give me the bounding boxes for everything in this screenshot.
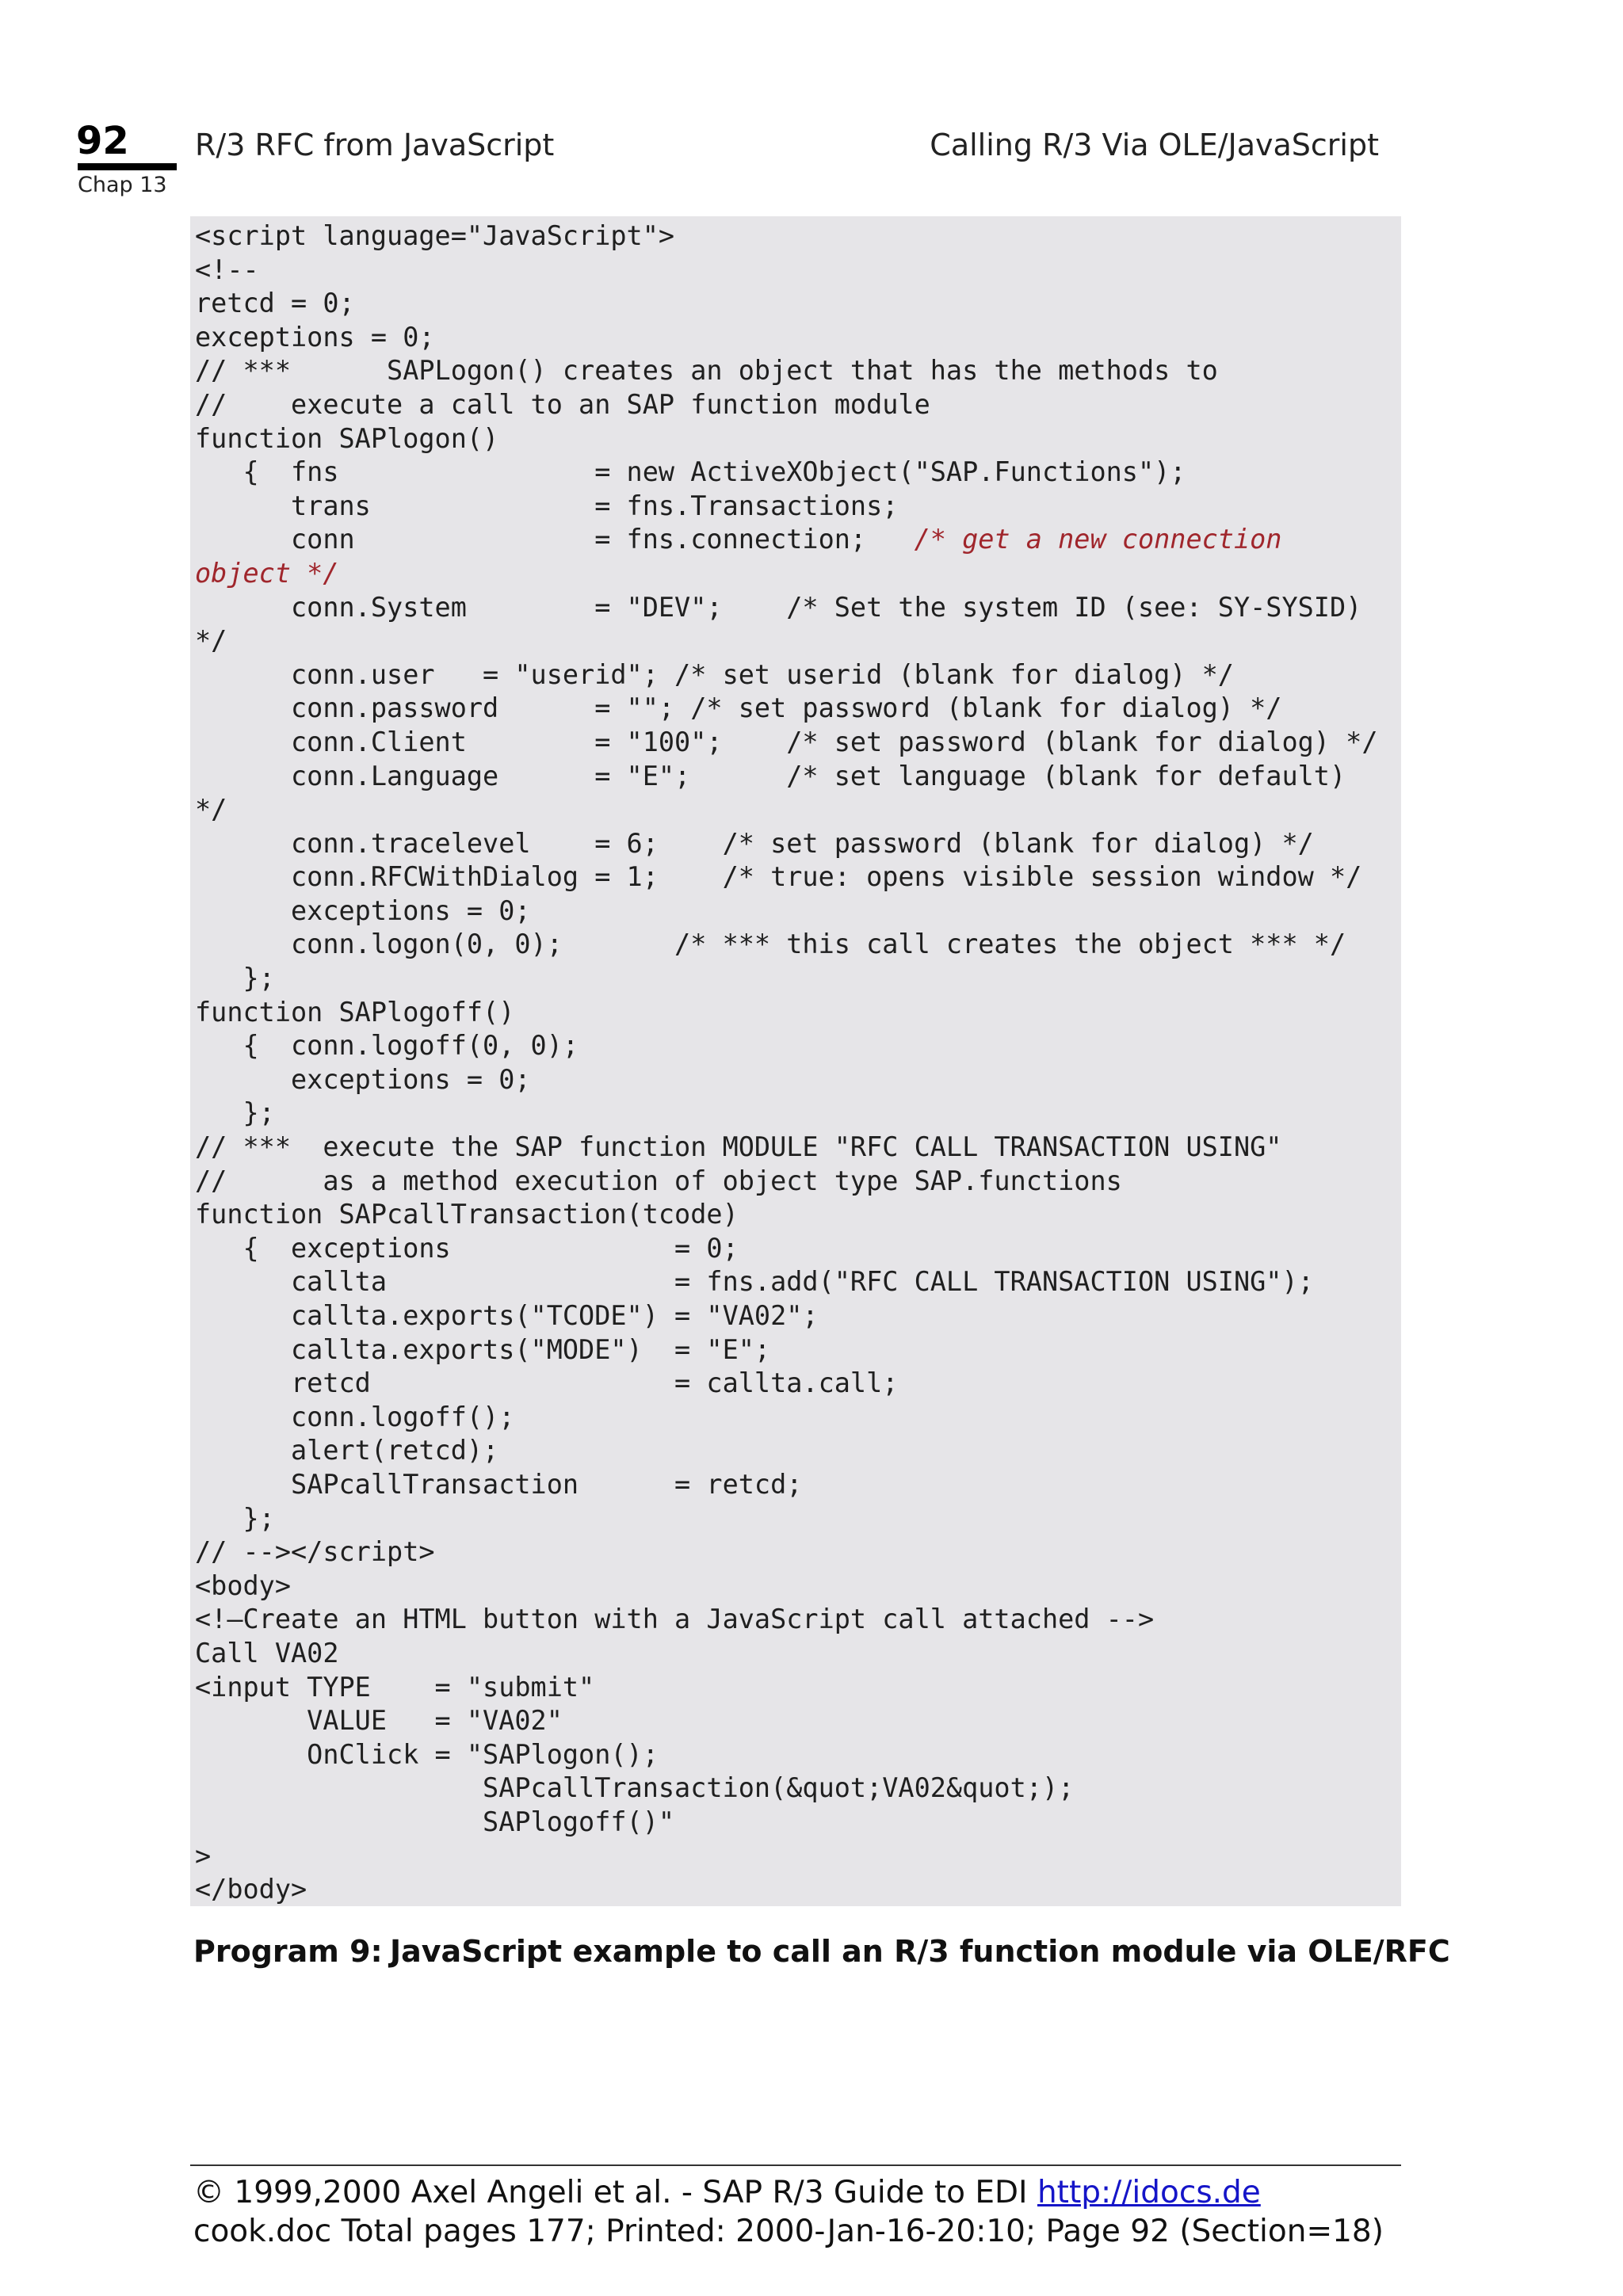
footer-copyright-line [193,2174,1261,2212]
code-line: conn.Language = "E"; /* set language (blank for default) [195,760,1346,791]
code-line: }; [195,963,275,994]
code-line: callta.exports("MODE") = "E"; [195,1333,771,1365]
code-listing [190,216,1401,1906]
code-line: Call VA02 [195,1637,339,1669]
code-line: callta.exports("TCODE") = "VA02"; [195,1300,819,1331]
code-line: callta = fns.add("RFC CALL TRANSACTION USING"); [195,1266,1314,1298]
code-line: */ [195,794,227,826]
running-header-left: R/3 RFC from JavaScript [195,128,555,162]
code-line: // as a method execution of object type SAP.functions [195,1165,1122,1196]
code-line: alert(retcd); [195,1435,499,1466]
code-comment: /* get a new connection [914,524,1282,555]
code-line: conn.user = "userid"; /* set userid (blank for dialog) */ [195,658,1234,690]
program-caption [193,1933,1450,1970]
code-line: SAPcallTransaction(&quot;VA02&quot;); [195,1772,1075,1804]
code-line: conn.tracelevel = 6; /* set password (blank for dialog) */ [195,827,1314,859]
code-line: // --></script> [195,1536,435,1568]
code-line: exceptions = 0; [195,894,531,926]
code-line: function SAPcallTransaction(tcode) [195,1199,739,1230]
code-line: // *** execute the SAP function MODULE "RFC CALL TRANSACTION USING" [195,1131,1282,1163]
code-line: retcd = 0; [195,288,355,319]
code-line: <input TYPE = "submit" [195,1671,595,1703]
caption-text: JavaScript example to call an R/3 function module via OLE/RFC [390,1934,1450,1969]
code-line: <script language="JavaScript"> [195,220,675,251]
code-line: SAPcallTransaction = retcd; [195,1468,803,1500]
code-line: > [195,1840,212,1871]
code-line: { exceptions = 0; [195,1232,739,1264]
page-number: 92 [76,119,129,163]
code-line: VALUE = "VA02" [195,1705,563,1737]
code-line: }; [195,1097,275,1129]
code-line: // *** SAPLogon() creates an object that has the methods to [195,355,1218,387]
code-comment: object */ [195,557,339,589]
code-line: // execute a call to an SAP function module [195,388,930,420]
code-line: <!—Create an HTML button with a JavaScript call attached --> [195,1604,1155,1635]
code-line: exceptions = 0; [195,1063,531,1095]
code-line: conn.System = "DEV"; /* Set the system ID (see: SY-SYSID) [195,591,1362,623]
caption-label: Program 9: [193,1934,383,1969]
code-line: OnClick = "SAPlogon(); [195,1738,659,1770]
footer-print-info: cook.doc Total pages 177; Printed: 2000-Jan-16-20:10; Page 92 (Section=18) [193,2214,1384,2249]
footer-rule [190,2164,1401,2166]
code-line: </body> [195,1874,307,1905]
code-line: conn.Client = "100"; /* set password (blank for dialog) */ [195,726,1378,757]
code-line: <body> [195,1569,292,1601]
footer-website-link[interactable]: http://idocs.de [1037,2175,1261,2210]
chapter-label: Chap 13 [78,173,167,197]
code-line: function SAPlogoff() [195,996,515,1028]
code-line: { fns = new ActiveXObject("SAP.Functions"); [195,456,1186,488]
code-line: */ [195,625,227,657]
footer-copyright: © 1999,2000 Axel Angeli et al. - SAP R/3 Guide to EDI [193,2175,1037,2210]
running-header-right: Calling R/3 Via OLE/JavaScript [930,128,1379,162]
code-line: function SAPlogon() [195,422,499,454]
code-line: exceptions = 0; [195,321,435,353]
code-line: retcd = callta.call; [195,1367,899,1399]
code-line: SAPlogoff()" [195,1806,675,1837]
code-line: }; [195,1502,275,1534]
code-line: <!-- [195,254,259,285]
code-line: trans = fns.Transactions; [195,490,899,521]
code-line-comment-continued [195,557,1396,591]
code-line: conn.logoff(); [195,1401,515,1432]
code-line: conn.RFCWithDialog = 1; /* true: opens visible session window */ [195,861,1362,893]
code-line-with-comment [195,523,1396,557]
code-text: conn = fns.connection; [195,524,915,555]
code-line: conn.password = ""; /* set password (blank for dialog) */ [195,692,1282,724]
page-number-rule [78,163,177,170]
code-line: conn.logon(0, 0); /* *** this call creates the object *** */ [195,929,1346,960]
code-line: { conn.logoff(0, 0); [195,1030,579,1062]
